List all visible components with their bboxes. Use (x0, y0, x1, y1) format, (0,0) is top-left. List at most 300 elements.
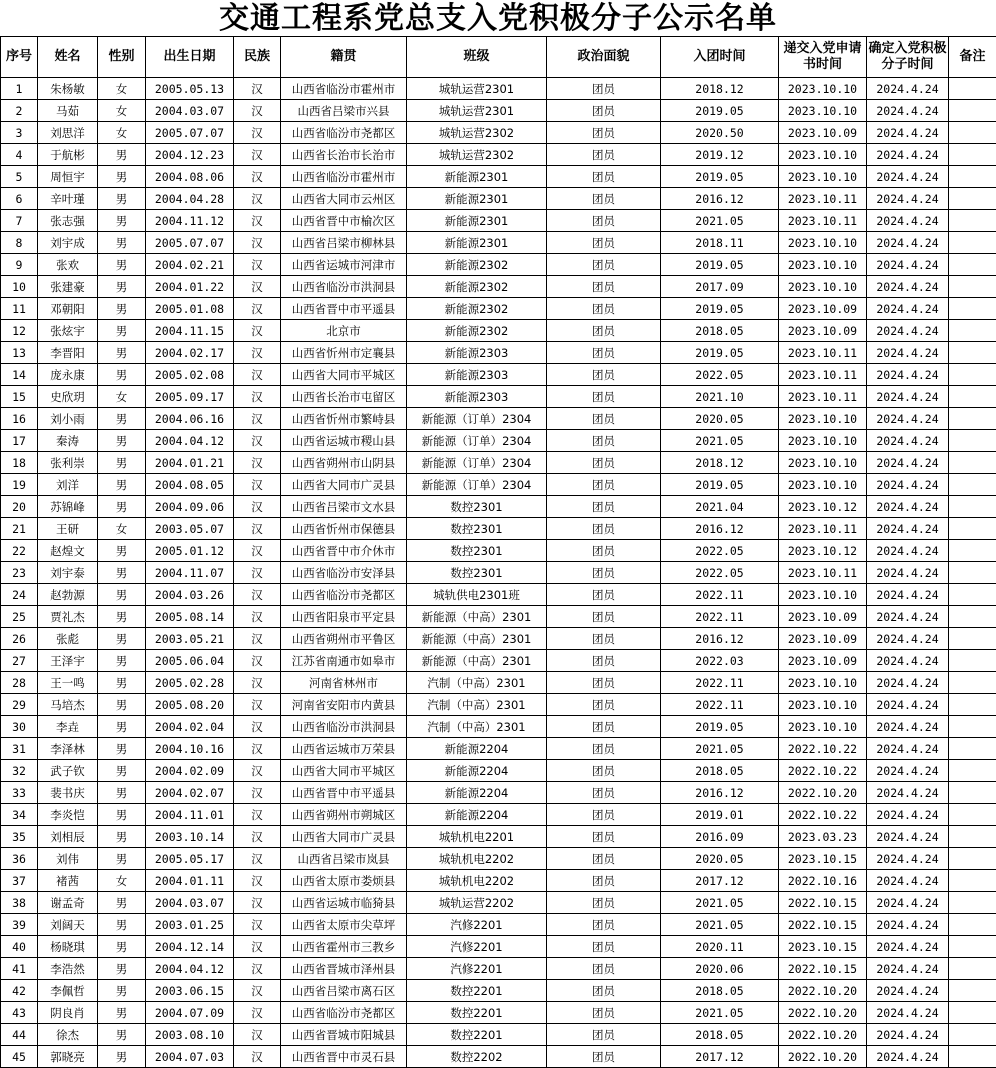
cell-name: 朱杨敏 (38, 78, 98, 100)
cell-political-status: 团员 (547, 870, 661, 892)
cell-index: 19 (1, 474, 38, 496)
cell-application-date: 2023.10.09 (779, 606, 867, 628)
cell-activist-date: 2024.4.24 (867, 584, 949, 606)
cell-class: 汽制（中高）2301 (407, 672, 547, 694)
cell-remarks (949, 628, 996, 650)
cell-application-date: 2023.10.10 (779, 430, 867, 452)
table-row (1, 958, 996, 980)
cell-name: 张建豪 (38, 276, 98, 298)
cell-gender: 男 (98, 166, 146, 188)
cell-remarks (949, 562, 996, 584)
cell-gender: 男 (98, 980, 146, 1002)
cell-index: 28 (1, 672, 38, 694)
cell-hometown: 山西省运城市万荣县 (281, 738, 407, 760)
cell-political-status: 团员 (547, 848, 661, 870)
cell-index: 41 (1, 958, 38, 980)
cell-political-status: 团员 (547, 562, 661, 584)
cell-name: 张利崇 (38, 452, 98, 474)
cell-league-join-date: 2018.05 (661, 320, 779, 342)
cell-class: 汽制（中高）2301 (407, 716, 547, 738)
cell-name: 刘相辰 (38, 826, 98, 848)
cell-index: 29 (1, 694, 38, 716)
candidate-table (0, 36, 996, 1068)
cell-ethnicity: 汉 (234, 826, 281, 848)
cell-index: 40 (1, 936, 38, 958)
cell-remarks (949, 584, 996, 606)
cell-gender: 男 (98, 914, 146, 936)
cell-index: 5 (1, 166, 38, 188)
header-cell: 政治面貌 (547, 37, 661, 78)
cell-birthdate: 2004.11.12 (146, 210, 234, 232)
cell-ethnicity: 汉 (234, 716, 281, 738)
cell-application-date: 2022.10.15 (779, 914, 867, 936)
cell-political-status: 团员 (547, 804, 661, 826)
cell-hometown: 山西省临汾市安泽县 (281, 562, 407, 584)
cell-name: 张志强 (38, 210, 98, 232)
cell-hometown: 江苏省南通市如皋市 (281, 650, 407, 672)
cell-index: 2 (1, 100, 38, 122)
cell-activist-date: 2024.4.24 (867, 298, 949, 320)
cell-gender: 男 (98, 210, 146, 232)
cell-ethnicity: 汉 (234, 606, 281, 628)
cell-ethnicity: 汉 (234, 782, 281, 804)
cell-index: 3 (1, 122, 38, 144)
cell-hometown: 山西省运城市临猗县 (281, 892, 407, 914)
cell-activist-date: 2024.4.24 (867, 122, 949, 144)
cell-index: 23 (1, 562, 38, 584)
cell-activist-date: 2024.4.24 (867, 364, 949, 386)
cell-hometown: 山西省太原市娄烦县 (281, 870, 407, 892)
cell-index: 13 (1, 342, 38, 364)
cell-name: 李炎恺 (38, 804, 98, 826)
cell-political-status: 团员 (547, 1002, 661, 1024)
cell-hometown: 山西省晋城市泽州县 (281, 958, 407, 980)
cell-class: 新能源（订单）2304 (407, 474, 547, 496)
cell-hometown: 山西省忻州市定襄县 (281, 342, 407, 364)
cell-ethnicity: 汉 (234, 650, 281, 672)
cell-hometown: 山西省大同市广灵县 (281, 826, 407, 848)
cell-name: 王一鸣 (38, 672, 98, 694)
cell-hometown: 山西省临汾市尧都区 (281, 1002, 407, 1024)
cell-league-join-date: 2022.05 (661, 540, 779, 562)
cell-hometown: 山西省朔州市山阴县 (281, 452, 407, 474)
cell-class: 新能源（中高）2301 (407, 628, 547, 650)
cell-index: 20 (1, 496, 38, 518)
cell-class: 汽修2201 (407, 914, 547, 936)
cell-ethnicity: 汉 (234, 276, 281, 298)
cell-gender: 男 (98, 342, 146, 364)
cell-birthdate: 2003.05.21 (146, 628, 234, 650)
cell-ethnicity: 汉 (234, 430, 281, 452)
cell-ethnicity: 汉 (234, 958, 281, 980)
cell-league-join-date: 2021.05 (661, 892, 779, 914)
cell-remarks (949, 958, 996, 980)
cell-hometown: 山西省朔州市朔城区 (281, 804, 407, 826)
cell-remarks (949, 254, 996, 276)
table-row (1, 804, 996, 826)
cell-league-join-date: 2022.05 (661, 562, 779, 584)
cell-political-status: 团员 (547, 144, 661, 166)
cell-name: 阴良肖 (38, 1002, 98, 1024)
cell-birthdate: 2004.03.07 (146, 100, 234, 122)
cell-name: 辛叶瑾 (38, 188, 98, 210)
cell-index: 10 (1, 276, 38, 298)
table-row (1, 1024, 996, 1046)
cell-political-status: 团员 (547, 584, 661, 606)
table-row (1, 760, 996, 782)
table-row (1, 914, 996, 936)
cell-index: 34 (1, 804, 38, 826)
cell-name: 刘宇泰 (38, 562, 98, 584)
cell-index: 45 (1, 1046, 38, 1068)
cell-league-join-date: 2021.05 (661, 914, 779, 936)
table-row (1, 276, 996, 298)
table-row (1, 100, 996, 122)
table-row (1, 848, 996, 870)
cell-ethnicity: 汉 (234, 1024, 281, 1046)
table-row (1, 320, 996, 342)
cell-index: 1 (1, 78, 38, 100)
cell-hometown: 山西省晋中市灵石县 (281, 1046, 407, 1068)
cell-political-status: 团员 (547, 78, 661, 100)
table-row (1, 232, 996, 254)
cell-ethnicity: 汉 (234, 100, 281, 122)
table-row (1, 1002, 996, 1024)
cell-political-status: 团员 (547, 342, 661, 364)
cell-remarks (949, 804, 996, 826)
table-row (1, 980, 996, 1002)
cell-political-status: 团员 (547, 980, 661, 1002)
cell-birthdate: 2005.08.20 (146, 694, 234, 716)
cell-application-date: 2022.10.20 (779, 980, 867, 1002)
cell-hometown: 山西省朔州市平鲁区 (281, 628, 407, 650)
table-row (1, 188, 996, 210)
cell-class: 数控2201 (407, 980, 547, 1002)
cell-name: 苏锦峰 (38, 496, 98, 518)
cell-class: 新能源2301 (407, 210, 547, 232)
cell-index: 15 (1, 386, 38, 408)
cell-application-date: 2023.10.10 (779, 100, 867, 122)
cell-activist-date: 2024.4.24 (867, 716, 949, 738)
cell-political-status: 团员 (547, 540, 661, 562)
cell-birthdate: 2005.01.12 (146, 540, 234, 562)
cell-name: 李泽林 (38, 738, 98, 760)
cell-birthdate: 2004.03.07 (146, 892, 234, 914)
cell-gender: 男 (98, 430, 146, 452)
cell-hometown: 山西省大同市平城区 (281, 364, 407, 386)
cell-remarks (949, 518, 996, 540)
cell-ethnicity: 汉 (234, 342, 281, 364)
table-row (1, 672, 996, 694)
cell-activist-date: 2024.4.24 (867, 892, 949, 914)
cell-hometown: 山西省长治市屯留区 (281, 386, 407, 408)
cell-league-join-date: 2022.11 (661, 606, 779, 628)
cell-index: 32 (1, 760, 38, 782)
cell-index: 17 (1, 430, 38, 452)
cell-gender: 男 (98, 276, 146, 298)
cell-birthdate: 2003.08.10 (146, 1024, 234, 1046)
cell-hometown: 山西省吕梁市柳林县 (281, 232, 407, 254)
cell-gender: 男 (98, 1046, 146, 1068)
cell-ethnicity: 汉 (234, 870, 281, 892)
cell-application-date: 2023.10.10 (779, 144, 867, 166)
cell-activist-date: 2024.4.24 (867, 606, 949, 628)
cell-activist-date: 2024.4.24 (867, 232, 949, 254)
cell-gender: 女 (98, 518, 146, 540)
table-row (1, 716, 996, 738)
cell-birthdate: 2003.01.25 (146, 914, 234, 936)
cell-league-join-date: 2021.05 (661, 738, 779, 760)
cell-political-status: 团员 (547, 276, 661, 298)
cell-remarks (949, 1046, 996, 1068)
cell-gender: 男 (98, 298, 146, 320)
cell-activist-date: 2024.4.24 (867, 408, 949, 430)
cell-ethnicity: 汉 (234, 298, 281, 320)
cell-birthdate: 2005.08.14 (146, 606, 234, 628)
cell-league-join-date: 2019.05 (661, 298, 779, 320)
cell-application-date: 2023.10.10 (779, 232, 867, 254)
cell-remarks (949, 672, 996, 694)
cell-index: 42 (1, 980, 38, 1002)
cell-hometown: 山西省吕梁市离石区 (281, 980, 407, 1002)
cell-gender: 男 (98, 672, 146, 694)
cell-league-join-date: 2019.12 (661, 144, 779, 166)
cell-ethnicity: 汉 (234, 386, 281, 408)
cell-class: 新能源2303 (407, 364, 547, 386)
cell-ethnicity: 汉 (234, 232, 281, 254)
cell-application-date: 2023.10.10 (779, 672, 867, 694)
cell-league-join-date: 2017.12 (661, 870, 779, 892)
cell-political-status: 团员 (547, 430, 661, 452)
cell-remarks (949, 474, 996, 496)
cell-class: 数控2301 (407, 540, 547, 562)
cell-activist-date: 2024.4.24 (867, 100, 949, 122)
cell-name: 杨晓琪 (38, 936, 98, 958)
cell-remarks (949, 606, 996, 628)
cell-name: 徐杰 (38, 1024, 98, 1046)
cell-remarks (949, 738, 996, 760)
cell-remarks (949, 408, 996, 430)
cell-gender: 男 (98, 848, 146, 870)
cell-class: 城轨机电2201 (407, 826, 547, 848)
cell-political-status: 团员 (547, 254, 661, 276)
cell-gender: 男 (98, 584, 146, 606)
table-row (1, 364, 996, 386)
cell-hometown: 山西省长治市长治市 (281, 144, 407, 166)
cell-name: 张炫宇 (38, 320, 98, 342)
cell-hometown: 河南省安阳市内黄县 (281, 694, 407, 716)
cell-ethnicity: 汉 (234, 848, 281, 870)
cell-league-join-date: 2022.11 (661, 672, 779, 694)
cell-remarks (949, 782, 996, 804)
cell-activist-date: 2024.4.24 (867, 914, 949, 936)
cell-application-date: 2022.10.15 (779, 892, 867, 914)
cell-birthdate: 2004.02.09 (146, 760, 234, 782)
cell-political-status: 团员 (547, 210, 661, 232)
cell-activist-date: 2024.4.24 (867, 188, 949, 210)
cell-league-join-date: 2018.05 (661, 1024, 779, 1046)
cell-gender: 男 (98, 650, 146, 672)
cell-league-join-date: 2019.01 (661, 804, 779, 826)
cell-ethnicity: 汉 (234, 122, 281, 144)
cell-remarks (949, 342, 996, 364)
cell-class: 城轨运营2301 (407, 100, 547, 122)
cell-remarks (949, 936, 996, 958)
cell-name: 刘小雨 (38, 408, 98, 430)
cell-league-join-date: 2020.06 (661, 958, 779, 980)
cell-ethnicity: 汉 (234, 474, 281, 496)
cell-remarks (949, 276, 996, 298)
cell-birthdate: 2003.05.07 (146, 518, 234, 540)
cell-political-status: 团员 (547, 518, 661, 540)
cell-remarks (949, 914, 996, 936)
cell-index: 9 (1, 254, 38, 276)
table-row (1, 540, 996, 562)
cell-class: 数控2301 (407, 518, 547, 540)
cell-class: 新能源2204 (407, 738, 547, 760)
table-row (1, 78, 996, 100)
cell-application-date: 2022.10.20 (779, 1046, 867, 1068)
table-row (1, 1046, 996, 1068)
cell-application-date: 2023.10.10 (779, 276, 867, 298)
cell-ethnicity: 汉 (234, 496, 281, 518)
cell-remarks (949, 430, 996, 452)
cell-name: 赵勃源 (38, 584, 98, 606)
cell-activist-date: 2024.4.24 (867, 342, 949, 364)
header-cell: 备注 (949, 37, 996, 78)
cell-gender: 男 (98, 496, 146, 518)
cell-name: 张欢 (38, 254, 98, 276)
cell-index: 38 (1, 892, 38, 914)
cell-activist-date: 2024.4.24 (867, 804, 949, 826)
table-row (1, 430, 996, 452)
cell-name: 刘阔天 (38, 914, 98, 936)
table-header-row (1, 37, 996, 78)
cell-hometown: 山西省晋中市平遥县 (281, 782, 407, 804)
cell-league-join-date: 2019.05 (661, 100, 779, 122)
cell-ethnicity: 汉 (234, 166, 281, 188)
cell-political-status: 团员 (547, 936, 661, 958)
cell-birthdate: 2005.07.07 (146, 122, 234, 144)
cell-hometown: 山西省临汾市霍州市 (281, 78, 407, 100)
cell-birthdate: 2005.09.17 (146, 386, 234, 408)
cell-name: 李垚 (38, 716, 98, 738)
cell-index: 22 (1, 540, 38, 562)
table-row (1, 936, 996, 958)
cell-activist-date: 2024.4.24 (867, 276, 949, 298)
cell-ethnicity: 汉 (234, 936, 281, 958)
cell-hometown: 山西省吕梁市文水县 (281, 496, 407, 518)
cell-birthdate: 2005.06.04 (146, 650, 234, 672)
cell-remarks (949, 210, 996, 232)
cell-gender: 女 (98, 122, 146, 144)
header-cell: 确定入党积极分子时间 (867, 37, 949, 78)
cell-index: 6 (1, 188, 38, 210)
cell-league-join-date: 2016.12 (661, 188, 779, 210)
cell-birthdate: 2004.09.06 (146, 496, 234, 518)
cell-birthdate: 2005.07.07 (146, 232, 234, 254)
cell-index: 31 (1, 738, 38, 760)
cell-birthdate: 2004.07.03 (146, 1046, 234, 1068)
cell-hometown: 山西省忻州市繁峙县 (281, 408, 407, 430)
cell-birthdate: 2004.01.22 (146, 276, 234, 298)
cell-political-status: 团员 (547, 496, 661, 518)
cell-league-join-date: 2022.11 (661, 584, 779, 606)
cell-birthdate: 2004.02.04 (146, 716, 234, 738)
cell-activist-date: 2024.4.24 (867, 628, 949, 650)
table-row (1, 166, 996, 188)
cell-name: 褚茜 (38, 870, 98, 892)
cell-remarks (949, 716, 996, 738)
cell-gender: 男 (98, 628, 146, 650)
cell-name: 贾礼杰 (38, 606, 98, 628)
cell-index: 16 (1, 408, 38, 430)
cell-index: 21 (1, 518, 38, 540)
cell-application-date: 2023.10.11 (779, 342, 867, 364)
cell-application-date: 2023.10.09 (779, 320, 867, 342)
cell-application-date: 2022.10.15 (779, 958, 867, 980)
table-row (1, 386, 996, 408)
cell-hometown: 山西省晋中市介休市 (281, 540, 407, 562)
cell-application-date: 2023.10.09 (779, 628, 867, 650)
cell-gender: 男 (98, 232, 146, 254)
cell-gender: 男 (98, 804, 146, 826)
cell-hometown: 山西省运城市稷山县 (281, 430, 407, 452)
cell-political-status: 团员 (547, 606, 661, 628)
table-row (1, 870, 996, 892)
cell-birthdate: 2004.04.12 (146, 958, 234, 980)
cell-class: 城轨运营2302 (407, 122, 547, 144)
cell-gender: 男 (98, 892, 146, 914)
cell-gender: 男 (98, 364, 146, 386)
cell-name: 史欣玥 (38, 386, 98, 408)
cell-index: 33 (1, 782, 38, 804)
cell-hometown: 北京市 (281, 320, 407, 342)
cell-hometown: 山西省临汾市尧都区 (281, 122, 407, 144)
cell-political-status: 团员 (547, 320, 661, 342)
cell-class: 新能源2302 (407, 254, 547, 276)
cell-activist-date: 2024.4.24 (867, 870, 949, 892)
cell-hometown: 山西省太原市尖草坪 (281, 914, 407, 936)
cell-political-status: 团员 (547, 672, 661, 694)
cell-hometown: 山西省大同市平城区 (281, 760, 407, 782)
cell-political-status: 团员 (547, 1024, 661, 1046)
cell-class: 汽修2201 (407, 936, 547, 958)
cell-class: 新能源（订单）2304 (407, 408, 547, 430)
cell-application-date: 2023.10.11 (779, 210, 867, 232)
cell-ethnicity: 汉 (234, 364, 281, 386)
cell-remarks (949, 650, 996, 672)
cell-remarks (949, 760, 996, 782)
cell-class: 新能源2303 (407, 342, 547, 364)
cell-activist-date: 2024.4.24 (867, 848, 949, 870)
cell-class: 数控2202 (407, 1046, 547, 1068)
cell-remarks (949, 496, 996, 518)
cell-index: 27 (1, 650, 38, 672)
cell-political-status: 团员 (547, 232, 661, 254)
cell-class: 新能源2302 (407, 320, 547, 342)
cell-political-status: 团员 (547, 628, 661, 650)
cell-activist-date: 2024.4.24 (867, 540, 949, 562)
cell-hometown: 山西省大同市广灵县 (281, 474, 407, 496)
cell-birthdate: 2003.06.15 (146, 980, 234, 1002)
cell-name: 刘宇成 (38, 232, 98, 254)
cell-birthdate: 2004.12.14 (146, 936, 234, 958)
cell-application-date: 2022.10.22 (779, 760, 867, 782)
table-row (1, 408, 996, 430)
table-row (1, 298, 996, 320)
cell-league-join-date: 2018.11 (661, 232, 779, 254)
